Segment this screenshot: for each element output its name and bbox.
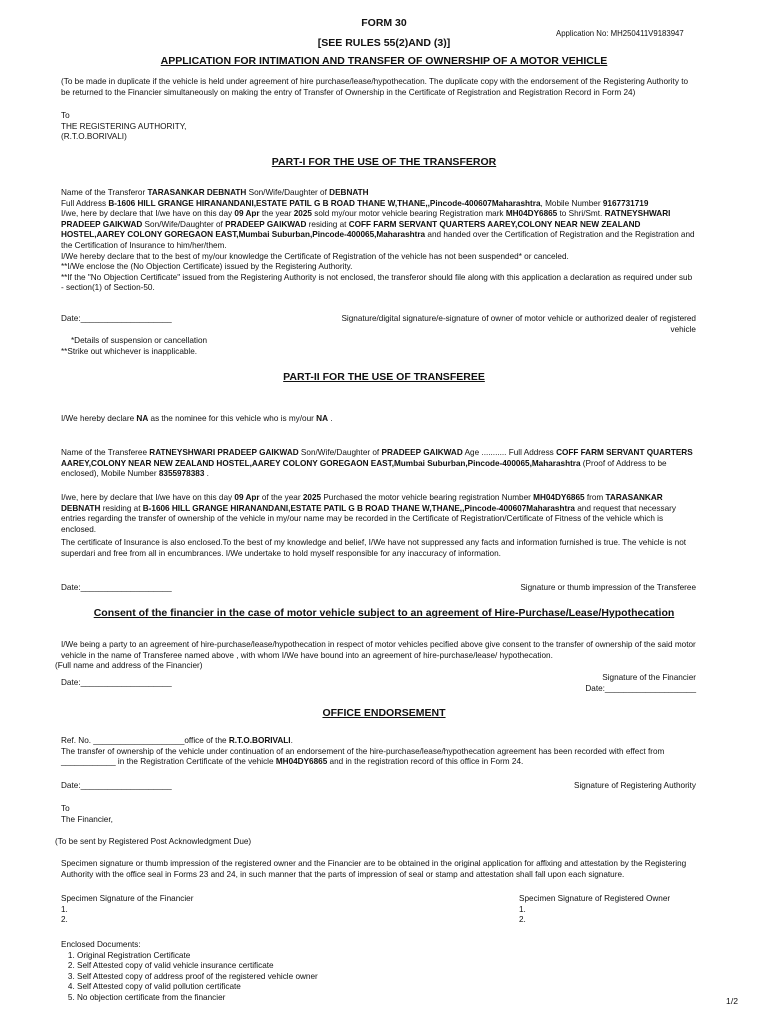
transferor-address: B-1606 HILL GRANGE HIRANANDANI,ESTATE PATIL G B ROAD THANE W,THANE,,Pincode-400607Maharashtra [108,198,541,208]
nominee-prefix: I/We hereby declare [61,414,137,423]
office-ref-line [61,736,697,768]
page-number: 1/2 [726,996,738,1006]
transferee-signature-label: Signature or thumb impression of the Transferee [520,583,696,592]
not-suspended-declaration: I/We hereby declare that to the best of my/our knowledge the Certificate of Registration of the vehicle has not been suspended* or canceled. [61,251,569,261]
specimen-financier-1: 1. [61,904,68,914]
purchase-declaration [61,493,697,535]
transferor-signature-label: Signature/digital signature/e-signature of owner of motor vehicle or authorized dealer of registered vehicle [341,314,696,334]
enclosed-list [61,951,318,1004]
sale-decl-son-of: Son/Wife/Daughter of [142,219,226,229]
registered-post-note: (To be sent by Registered Post Acknowledgment Due) [55,837,252,846]
seller-address: B-1606 HILL GRANGE HIRANANDANI,ESTATE PATIL G B ROAD THANE W,THANE,,Pincode-400607Maharashtra [142,503,575,513]
nominee-end: . [327,414,333,423]
part2-heading: PART-II FOR THE USE OF TRANSFEREE [283,371,485,383]
sale-year: 2025 [293,209,312,219]
nominee-name: NA [136,414,149,423]
specimen-owner-2: 2. [519,915,526,925]
seller-name: TARASANKAR DEBNATH [61,493,663,513]
transferee-details [61,448,697,480]
nominee-mid: as the nominee for this vehicle who is my/our [148,414,317,423]
transferee-age-label: Age ........... Full Address [462,448,557,457]
specimen-owner-1: 1. [519,904,526,914]
purchase-from: from [584,493,606,502]
enclosed-heading: Enclosed Documents: [61,940,141,949]
transferee-name-label: Name of the Transferee [61,448,150,457]
nominee-relation: NA [316,414,328,423]
sale-decl-prefix: I/we, here by declare that I/we have on this day [61,209,235,219]
rto-name: R.T.O.BORIVALI [228,736,291,745]
rto-office: (R.T.O.BORIVALI) [61,132,127,142]
enclosed-documents [61,940,318,1004]
purchase-of-year: of the year [259,493,303,502]
transferee-father-value: PRADEEP GAIKWAD [381,448,463,457]
enclosed-item: 3. Self Attested copy of address proof of the registered vehicle owner [77,972,318,983]
form-title: APPLICATION FOR INTIMATION AND TRANSFER OF OWNERSHIP OF A MOTOR VEHICLE [160,55,608,67]
enclosed-item: 5. No objection certificate from the financier [77,993,318,1004]
financier-heading: Consent of the financier in the case of motor vehicle subject to an agreement of Hire-Purchase/Lease/Hypothecation [93,607,675,619]
transferee-son-of: Son/Wife/Daughter of [298,448,382,457]
specimen-financier-label: Specimen Signature of the Financier [61,894,194,903]
purchase-end: and request that necessary entries regarding the transfer of ownership of the vehicle in my/our name may be recorded in the Certificate of Registration/Certificate of Fitness of the vehicle which is enclosed. [61,503,676,534]
son-of-label: Son/Wife/Daughter of [246,188,330,197]
purchase-mid: Purchased the motor vehicle bearing registration Number [321,493,534,502]
financier-signature-label: Signature of the Financier [602,673,696,682]
transferor-father: DEBNATH [329,188,369,197]
registration-number: MH04DY6865 [505,209,558,219]
address-label: Full Address [61,198,109,208]
financier-date-left: Date:____________________ [61,678,172,687]
footnote-suspension: *Details of suspension or cancellation [71,336,208,345]
insurance-declaration: The certificate of Insurance is also enclosed.To the best of my knowledge and belief, I/We have not suppressed any facts and information furnished is true. The vehicle is not superdari and free from all in encumbrances. I/We undertake to hold myself responsible for any inaccuracy of information. [61,538,687,558]
enclosed-item: 4. Self Attested copy of valid pollution certificate [77,982,318,993]
sale-decl-end: and handed over the Certification of Registration and the Registration and the Certification of Insurance to him/her/them. [61,230,695,250]
purchase-prefix: I/we, here by declare that I/we have on this day [61,493,235,502]
transferee-name: RATNEYSHWARI PRADEEP GAIKWAD [61,209,671,229]
enclosed-item: 1. Original Registration Certificate [77,951,318,962]
mobile-label: , Mobile Number [540,198,603,208]
ref-end: . [290,736,293,745]
footnote-strike-out: **Strike out whichever is inapplicable. [61,347,198,356]
part1-heading: PART-I FOR THE USE OF THE TRANSFEROR [271,156,497,168]
specimen-instruction: Specimen signature or thumb impression of the registered owner and the Financier are to be obtained in the original application for affixing and attestation by the Registering Authority with the office seal in Forms 23 and 24, in such manner that the parts of impression of seal or stamp and attestation shall fall upon each signature. [61,859,687,879]
transfer-recorded-end: and in the registration record of this office in Form 24. [327,757,524,767]
financier-to: To [61,804,70,813]
sale-decl-residing: residing at [306,219,349,229]
ref-prefix: Ref. No. ____________________office of the [61,736,229,745]
sale-date: 09 Apr [234,209,260,219]
transferor-name: TARASANKAR DEBNATH [147,188,247,197]
registering-authority: THE REGISTERING AUTHORITY, [61,121,187,131]
financier-date-right: Date:____________________ [585,684,696,693]
mobile-end: . [204,469,209,479]
noc-note: **If the "No Objection Certificate" issued from the Registering Authority is not enclosed, the transferor should file along with this application a declaration as required under sub - section(1) of Section-50. [61,272,693,293]
transferor-mobile: 9167731719 [602,198,649,208]
noc-enclosed: **I/We enclose the (No Objection Certificate) issued by the Registering Authority. [61,262,353,272]
specimen-financier [61,894,193,926]
office-endorsement-heading: OFFICE ENDORSEMENT [322,707,446,719]
transfer-recorded-prefix: The transfer of ownership of the vehicle under continuation of an endorsement of the hire-purchase/lease/hypothecation agreement has been recorded with effect from ____________ in the Registration Certificate of the vehicle [61,746,665,767]
sale-decl-the-year: the year [259,209,294,219]
specimen-owner-label: Specimen Signature of Registered Owner [519,894,671,903]
transferee-address-value: COFF FARM SERVANT QUARTERS AAREY,COLONY NEAR NEW ZEALAND HOSTEL,AAREY COLONY GOREGAON EAST,Mumbai Suburban,Pincode-400065,Maharashtra [61,448,693,468]
addressee-block [61,111,186,143]
duplicate-note: (To be made in duplicate if the vehicle is held under agreement of hire purchase/lease/hypothecation. The duplicate copy with the endorsement of the Registering Authority to be returned to the Financier simultaneously on making the entry of Transfer of Ownership in the Certificate of Registration and Registration Record in Form 24) [61,77,689,97]
application-number: Application No: MH250411V9183947 [556,29,684,38]
financier-addressee [61,804,113,825]
specimen-financier-2: 2. [61,915,68,925]
financier-consent-text: I/We being a party to an agreement of hire-purchase/lease/hypothecation in respect of motor vehicles pecified above give consent to the transfer of ownership of the said motor vehicle in the name of Transferee named above , with whom I/We have bound into an agreement of hire-purchase/lease/ hypothecation. [61,640,696,660]
transferee-name-value: RATNEYSHWARI PRADEEP GAIKWAD [149,448,299,457]
sale-decl-to: to Shri/Smt. [557,209,605,219]
registering-authority-signature: Signature of Registering Authority [574,781,696,790]
sale-decl-mid: sold my/our motor vehicle bearing Registration mark [311,209,506,219]
part1-date: Date:____________________ [61,314,172,323]
transferee-address: COFF FARM SERVANT QUARTERS AAREY,COLONY NEAR NEW ZEALAND HOSTEL,AAREY COLONY GOREGAON EAST,Mumbai Suburban,Pincode-400065,Maharashtra [61,219,641,240]
rules-reference: [SEE RULES 55(2)AND (3)] [317,37,451,49]
office-date: Date:____________________ [61,781,172,790]
form-number: FORM 30 [361,17,407,29]
financier-full-name: (Full name and address of the Financier) [55,661,203,670]
financier-label: The Financier, [61,814,113,824]
transferee-mobile: 8355978383 [158,469,205,479]
transferee-father: PRADEEP GAIKWAD [225,219,307,229]
office-reg-no: MH04DY6865 [275,757,328,767]
transferor-name-label: Name of the Transferor [61,188,148,197]
part2-date: Date:____________________ [61,583,172,592]
enclosed-item: 2. Self Attested copy of valid vehicle insurance certificate [77,961,318,972]
nominee-declaration [61,414,697,425]
purchase-year: 2025 [302,493,322,502]
specimen-owner [519,894,670,926]
purchase-reg-no: MH04DY6865 [533,493,585,502]
transferor-details [61,188,697,294]
purchase-residing: residing at [100,503,143,513]
purchase-date: 09 Apr [234,493,260,502]
to-label: To [61,111,70,120]
proof-note: (Proof of Address to be enclosed), Mobile Number [61,458,667,479]
